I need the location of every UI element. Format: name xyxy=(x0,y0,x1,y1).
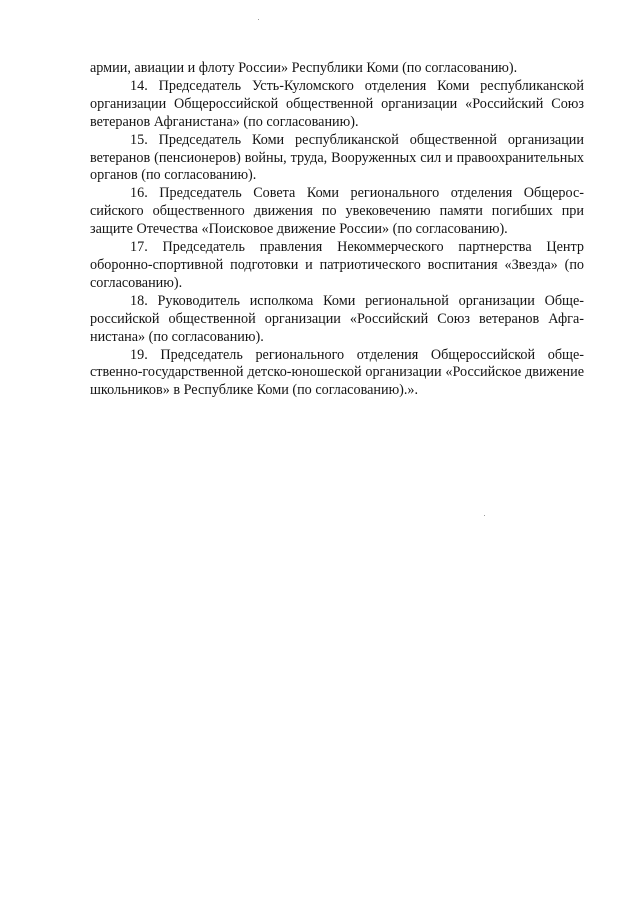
continuation-paragraph: армии, авиации и флоту России» Республики Коми (по согласованию). xyxy=(90,60,518,76)
scan-speck xyxy=(484,515,485,516)
list-item: 19. Председатель регионального отделения Общероссийской общественно-государственной детско-юношеской организации «Российское движение школьников» в Республике Коми (по согласованию).». xyxy=(90,346,584,399)
list-item: 14. Председатель Усть-Куломского отделения Коми республиканской организации Общероссийской общественной организации «Российский Союз ветеранов Афганистана» (по согласованию). xyxy=(90,77,584,130)
document-body xyxy=(90,60,584,400)
list-item: 18. Руководитель исполкома Коми региональной организации Общероссийской общественной организации «Российский Союз ветеранов Афганистана» (по согласованию). xyxy=(90,292,584,345)
list-item: 15. Председатель Коми республиканской общественной организации ветеранов (пенсионеров) войны, труда, Вооруженных сил и правоохранительных органов (по согласованию). xyxy=(90,131,584,184)
list-item: 16. Председатель Совета Коми регионального отделения Общероссийского общественного движения по увековечению памяти погибших при защите Отечества «Поисковое движение России» (по согласованию). xyxy=(90,185,584,238)
scan-speck xyxy=(258,19,259,20)
list-item: 17. Председатель правления Некоммерческого партнерства Центр оборонно-спортивной подготовки и патриотического воспитания «Звезда» (по согласованию). xyxy=(90,239,584,291)
